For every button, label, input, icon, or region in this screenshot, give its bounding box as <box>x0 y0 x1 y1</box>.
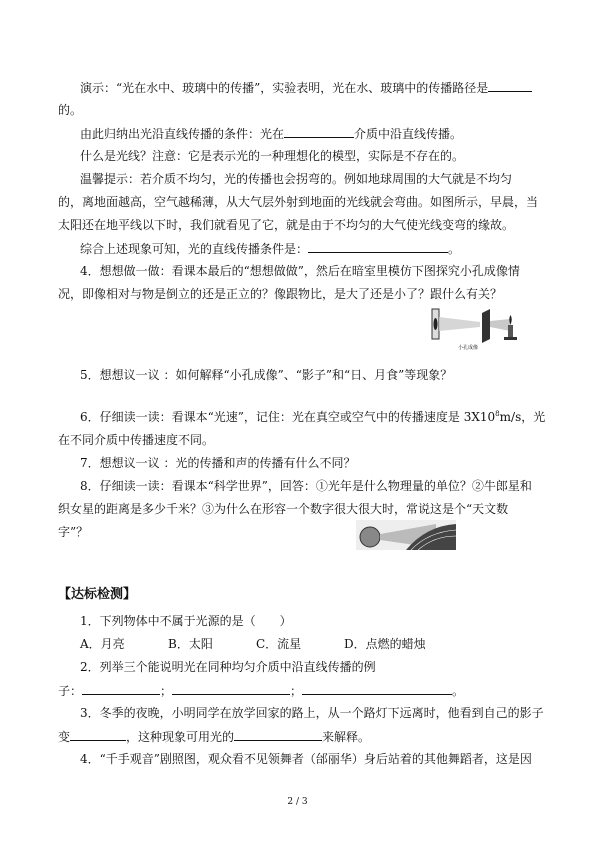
t1-question: 1．下列物体中不属于光源的是（ ） <box>80 614 292 628</box>
q4-line-2: 况，即像相对与物是倒立的还是正立的？像跟物比，是大了还是小了？跟什么有关？ <box>58 287 503 301</box>
atmosphere-diagram <box>356 520 456 550</box>
t4-line-1: 4．“千手观音”剧照图，观众看不见领舞者（邰丽华）身后站着的其他舞蹈者，这是因 <box>80 752 532 766</box>
q6-line-2: 在不同介质中传播速度不同。 <box>58 433 215 447</box>
option-c[interactable]: C．流星 <box>256 637 302 651</box>
t3-pre: 变 <box>58 730 71 744</box>
light-ray-question: 什么是光线？注意：它是表示光的一种理想化的模型，实际是不存在的。 <box>80 149 465 163</box>
q7: 7．想想议一议 ：光的传播和声的传播有什么不同？ <box>80 456 356 470</box>
option-a[interactable]: A．月亮 <box>80 637 125 651</box>
t2-line-2 <box>58 683 464 698</box>
option-d[interactable]: D．点燃的蜡烛 <box>344 637 426 651</box>
q8-line-2: 织女星的距离是多少千米？③为什么在形容一个数字很大很大时，常说这是个“天文数 <box>58 502 509 516</box>
answer-blank[interactable] <box>284 126 354 138</box>
q8-line-3: 字”？ <box>58 525 89 539</box>
demo-paragraph <box>80 80 532 95</box>
t3-post: 来解释。 <box>322 730 371 744</box>
answer-blank[interactable] <box>70 729 126 741</box>
t2-line-1: 2．列举三个能说明光在同种均匀介质中沿直线传播的例 <box>80 660 376 674</box>
condition-pre: 由此归纳出光沿直线传播的条件：光在 <box>80 127 285 141</box>
t3-line-2 <box>58 729 370 744</box>
condition-post: 介质中沿直线传播。 <box>354 127 463 141</box>
tip-line-3: 太阳还在地平线以下时，我们就看见了它，就是由于不均匀的大气使光线变弯的缘故。 <box>58 218 515 232</box>
demo-paragraph-tail: 的。 <box>58 103 83 117</box>
t2-pre: 子： <box>58 684 83 698</box>
pinhole-figure <box>418 303 523 358</box>
q6-text-b: m/s，光 <box>499 410 546 424</box>
atmosphere-figure <box>356 520 456 550</box>
answer-blank[interactable] <box>82 683 160 695</box>
answer-blank[interactable] <box>234 729 322 741</box>
q8-line-1: 8．仔细读一读：看课本“科学世界”，回答：①光年是什么物理量的单位？②牛郎星和 <box>80 479 532 493</box>
q6-text-a: 6．仔细读一读：看课本“光速”，记住：光在真空或空气中的传播速度是 3X10 <box>80 410 496 424</box>
condition-paragraph <box>80 126 462 141</box>
summary-post: 。 <box>448 242 461 256</box>
tip-line-2: 的，离地面越高，空气越稀薄，从大气层外射到地面的光线就会弯曲。如图所示，早晨，当 <box>58 195 539 209</box>
q5: 5．想想议一议 ：如何解释“小孔成像”、“影子”和“日、月食”等现象？ <box>80 368 453 382</box>
page-number: 2 / 3 <box>287 797 308 807</box>
demo-text: 演示：“光在水中、玻璃中的传播”，实验表明，光在水、玻璃中的传播路径是 <box>80 81 489 95</box>
summary-paragraph <box>80 241 460 256</box>
t2-end: 。 <box>452 684 465 698</box>
answer-blank[interactable] <box>302 683 452 695</box>
t2-sep: ； <box>290 684 303 698</box>
answer-blank[interactable] <box>488 80 532 92</box>
option-b[interactable]: B．太阳 <box>168 637 213 651</box>
section-title: 【达标检测】 <box>58 587 137 602</box>
t2-sep: ； <box>160 684 173 698</box>
answer-blank[interactable] <box>308 241 448 253</box>
summary-pre: 综合上述现象可知，光的直线传播条件是： <box>80 242 309 256</box>
tip-line-1: 温馨提示：若介质不均匀，光的传播也会拐弯的。例如地球周围的大气就是不均匀 <box>80 172 513 186</box>
q6-line-1 <box>80 410 545 424</box>
t3-mid: ，这种现象可用光的 <box>126 730 235 744</box>
t1-options <box>80 637 426 651</box>
t3-line-1: 3．冬季的夜晚，小明同学在放学回家的路上，从一个路灯下远离时，他看到自己的影子 <box>80 706 544 720</box>
q4-line-1: 4．想想做一做：看课本最后的“想想做做”，然后在暗室里模仿下图探究小孔成像情 <box>80 264 520 278</box>
q6-exponent: 8 <box>495 410 500 418</box>
answer-blank[interactable] <box>172 683 290 695</box>
figure-caption: 小孔成像 <box>458 345 479 351</box>
